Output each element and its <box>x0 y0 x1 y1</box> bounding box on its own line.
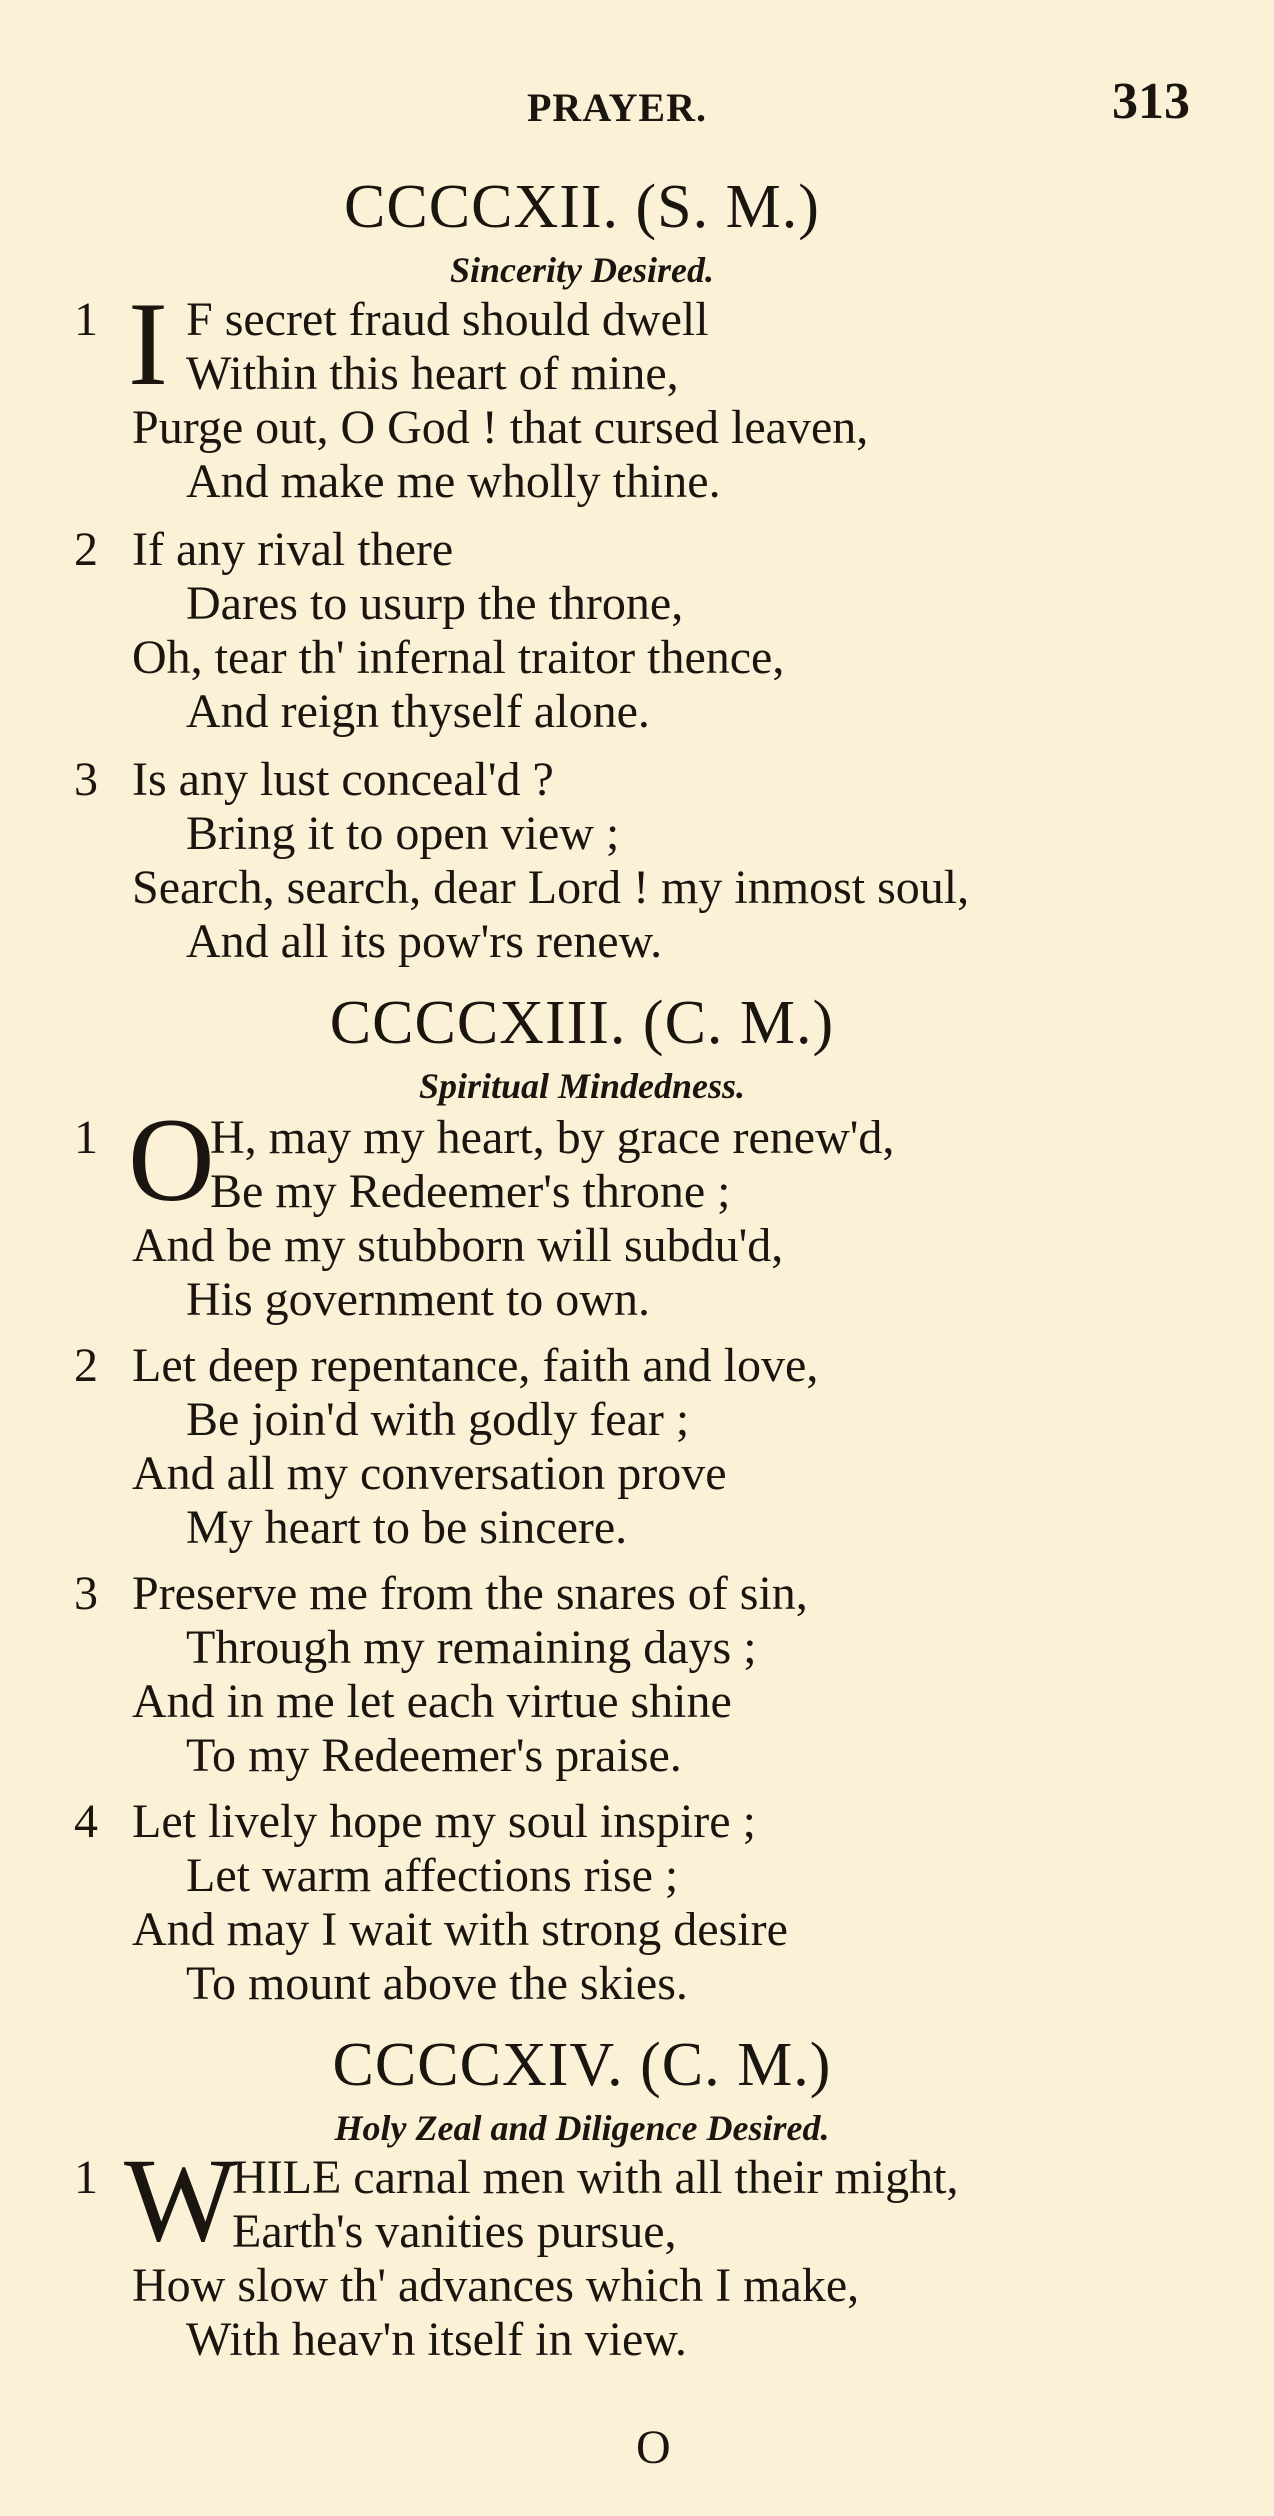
verse-line: My heart to be sincere. <box>186 1501 628 1554</box>
verse-line: How slow th' advances which I make, <box>132 2259 860 2312</box>
verse-line: Is any lust conceal'd ? <box>132 753 554 806</box>
verse-number: 1 <box>74 293 98 346</box>
hymn-number: CCCCXII. (S. M.) <box>344 173 820 241</box>
verse-line: And may I wait with strong desire <box>132 1903 788 1956</box>
verse-line: Oh, tear th' infernal traitor thence, <box>132 631 785 684</box>
verse-line: And all its pow'rs renew. <box>186 915 663 968</box>
verse-line: Let warm affections rise ; <box>186 1849 679 1902</box>
verse-line: F secret fraud should dwell <box>186 293 709 346</box>
hymn-subtitle: Spiritual Mindedness. <box>418 1066 746 1106</box>
verse-line: And reign thyself alone. <box>186 685 650 738</box>
verse-line: Preserve me from the snares of sin, <box>132 1567 808 1620</box>
verse-line: To my Redeemer's praise. <box>186 1729 682 1782</box>
running-head <box>0 72 1274 132</box>
hymn-heading-413 <box>0 988 1274 1107</box>
verse-line: And make me wholly thine. <box>186 455 721 508</box>
verse-line: Earth's vanities pursue, <box>232 2205 677 2258</box>
verse-line: Let lively hope my soul inspire ; <box>132 1795 756 1848</box>
verse-line: And be my stubborn will subdu'd, <box>132 1219 784 1272</box>
drop-cap: W <box>124 2133 238 2266</box>
verse-line: Through my remaining days ; <box>186 1621 757 1674</box>
verse-line: Be my Redeemer's throne ; <box>210 1165 731 1218</box>
verse-line: And in me let each virtue shine <box>132 1675 732 1728</box>
hymn-number: CCCCXIII. (C. M.) <box>329 989 835 1057</box>
verse-line: With heav'n itself in view. <box>186 2313 687 2366</box>
verse-number: 3 <box>74 1567 98 1620</box>
verse-line: To mount above the skies. <box>186 1957 688 2010</box>
running-head-title: PRAYER. <box>527 85 707 130</box>
verse-line: Dares to usurp the throne, <box>186 577 684 630</box>
hymn-subtitle: Holy Zeal and Diligence Desired. <box>334 2108 830 2148</box>
verse-number: 2 <box>74 523 98 576</box>
verse-line: Purge out, O God ! that cursed leaven, <box>132 401 869 454</box>
verse-number: 2 <box>74 1339 98 1392</box>
verse-number: 1 <box>74 1111 98 1164</box>
verse-line: Within this heart of mine, <box>186 347 679 400</box>
verse-line: Bring it to open view ; <box>186 807 620 860</box>
verse-line: And all my conversation prove <box>132 1447 727 1500</box>
verse-line: Search, search, dear Lord ! my inmost soul, <box>132 861 970 914</box>
hymn-number: CCCCXIV. (C. M.) <box>332 2031 832 2099</box>
verse-number: 4 <box>74 1795 98 1848</box>
verse-line: Let deep repentance, faith and love, <box>132 1339 819 1392</box>
catchword: O <box>636 2421 671 2474</box>
drop-cap: O <box>128 1093 215 1226</box>
verse-line: Be join'd with godly fear ; <box>186 1393 690 1446</box>
verse-number: 3 <box>74 753 98 806</box>
drop-cap: I <box>128 277 168 410</box>
verse-line: H, may my heart, by grace renew'd, <box>210 1111 895 1164</box>
verse-number: 1 <box>74 2151 98 2204</box>
verse-line: His government to own. <box>186 1273 650 1326</box>
hymn-subtitle: Sincerity Desired. <box>450 250 714 290</box>
verse-line: HILE carnal men with all their might, <box>232 2151 959 2204</box>
verse-line: If any rival there <box>132 523 454 576</box>
hymn-heading-414 <box>0 2030 1274 2149</box>
hymn-heading-412 <box>0 172 1274 291</box>
page-number: 313 <box>1112 73 1190 130</box>
